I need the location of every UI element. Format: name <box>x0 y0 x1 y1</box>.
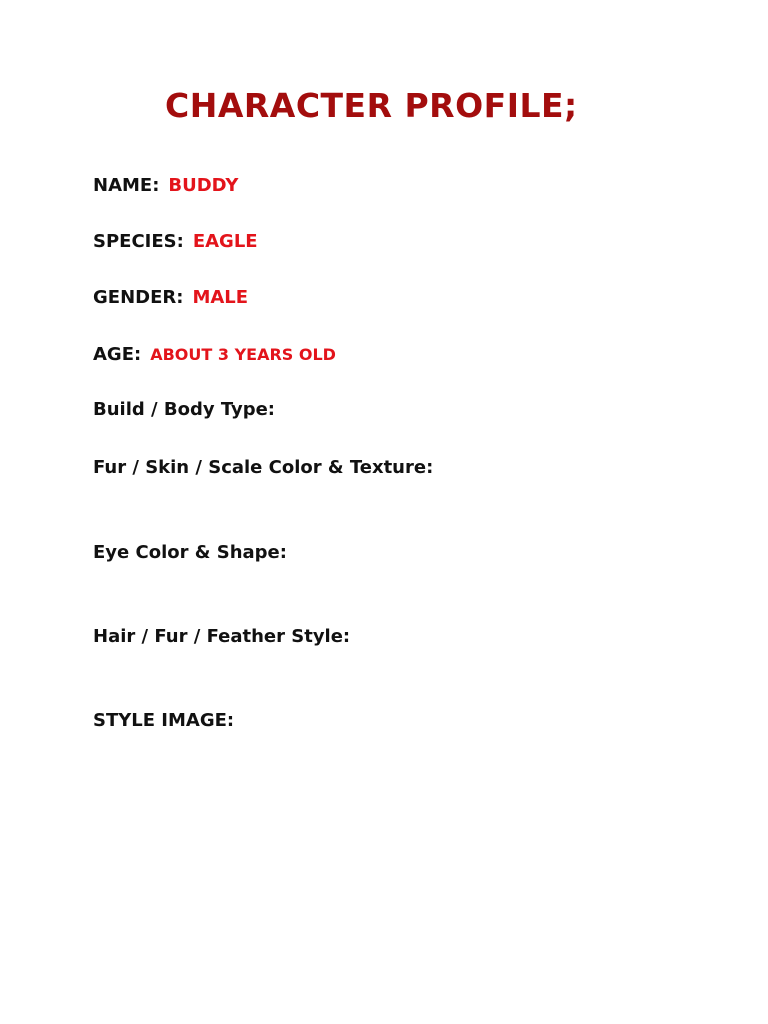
build-label: Build / Body Type: <box>93 399 276 420</box>
species-row <box>93 231 258 253</box>
gender-row <box>93 287 248 309</box>
age-row <box>93 344 336 366</box>
age-label: AGE: <box>93 344 142 365</box>
style-image-label: STYLE IMAGE: <box>93 710 235 731</box>
species-label: SPECIES: <box>93 231 184 252</box>
age-value: ABOUT 3 YEARS OLD <box>150 345 336 364</box>
hair-row <box>93 626 350 648</box>
page-title: CHARACTER PROFILE; <box>165 86 578 125</box>
build-row <box>93 399 275 421</box>
skin-label: Fur / Skin / Scale Color & Texture: <box>93 457 434 478</box>
style-image-row <box>93 710 234 732</box>
name-label: NAME: <box>93 175 160 196</box>
species-value: EAGLE <box>192 231 258 252</box>
hair-label: Hair / Fur / Feather Style: <box>93 626 351 647</box>
eyes-row <box>93 542 287 564</box>
eyes-label: Eye Color & Shape: <box>93 542 287 563</box>
name-row <box>93 175 238 197</box>
name-value: BUDDY <box>168 175 239 196</box>
skin-row <box>93 457 433 479</box>
gender-label: GENDER: <box>93 287 184 308</box>
gender-value: MALE <box>192 287 249 308</box>
